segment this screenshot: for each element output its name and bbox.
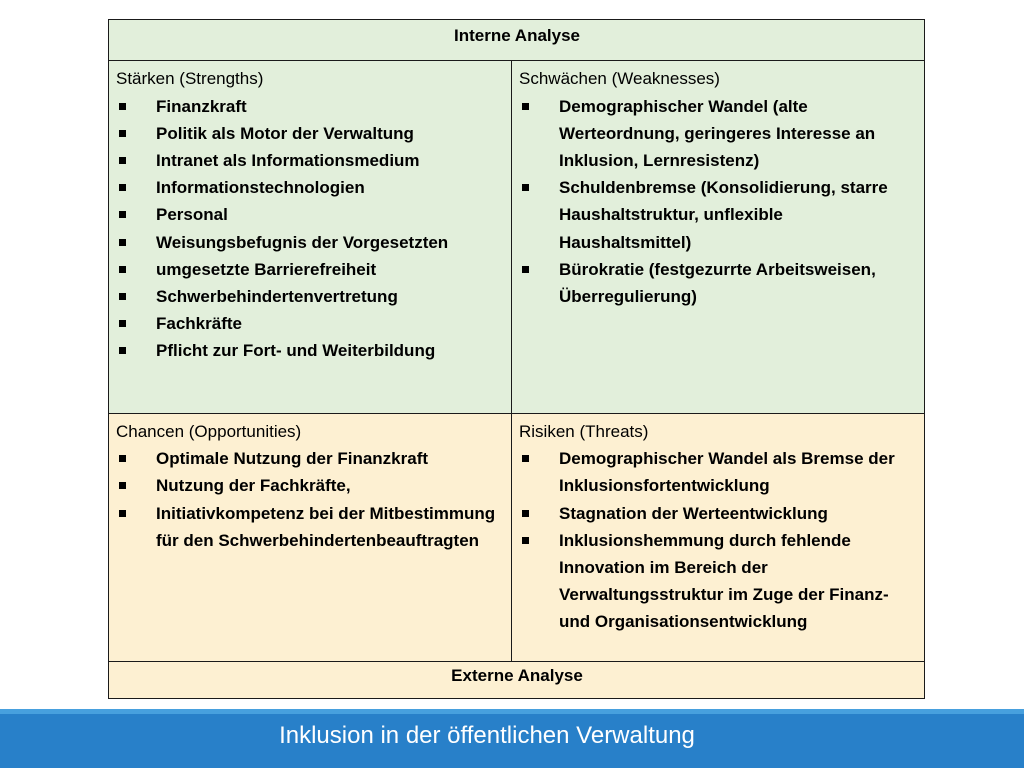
list-item-text: Finanzkraft: [156, 96, 247, 116]
list-item: [116, 174, 505, 201]
list-item-text: Demographischer Wandel als Bremse der Inklusionsfortentwicklung: [559, 449, 895, 496]
square-bullet-icon: [522, 266, 529, 273]
square-bullet-icon: [119, 482, 126, 489]
square-bullet-icon: [119, 130, 126, 137]
square-bullet-icon: [119, 157, 126, 164]
list-item-text: Schwerbehindertenvertretung: [156, 287, 398, 307]
list-item-text: Weisungsbefugnis der Vorgesetzten: [156, 232, 449, 252]
weaknesses-title: Schwächen (Weaknesses): [519, 69, 720, 89]
square-bullet-icon: [119, 211, 126, 218]
list-item: [116, 283, 505, 310]
weaknesses-list: [519, 93, 918, 311]
square-bullet-icon: [522, 510, 529, 517]
strengths-cell: [109, 61, 512, 414]
list-item-text: umgesetzte Barrierefreiheit: [156, 259, 377, 279]
list-item: [519, 500, 918, 527]
opportunities-list: [116, 445, 505, 554]
list-item: [116, 93, 505, 120]
list-item-text: Fachkräfte: [156, 314, 242, 334]
list-item-text: Bürokratie (festgezurrte Arbeitsweisen, Überregulierung): [559, 259, 876, 307]
footer-bar: [0, 709, 1024, 768]
list-item: [116, 147, 505, 174]
square-bullet-icon: [119, 347, 126, 354]
list-item: [116, 445, 505, 472]
list-item-text: Intranet als Informationsmedium: [156, 151, 420, 171]
external-analysis-footer: [109, 661, 925, 698]
list-item: [519, 527, 918, 636]
weaknesses-cell: [512, 61, 925, 414]
threats-cell: [512, 414, 925, 662]
list-item: [116, 256, 505, 283]
strengths-list: [116, 93, 505, 365]
list-item-text: Pflicht zur Fort- und Weiterbildung: [156, 341, 436, 361]
list-item: [116, 201, 505, 228]
list-item: [116, 337, 505, 364]
square-bullet-icon: [119, 184, 126, 191]
square-bullet-icon: [522, 537, 529, 544]
strengths-title: Stärken (Strengths): [116, 69, 264, 89]
list-item: [116, 472, 505, 499]
square-bullet-icon: [119, 510, 126, 517]
list-item: [116, 229, 505, 256]
internal-analysis-title: Interne Analyse: [454, 26, 580, 45]
square-bullet-icon: [522, 184, 529, 191]
list-item: [116, 310, 505, 337]
square-bullet-icon: [119, 293, 126, 300]
list-item-text: Informationstechnologien: [156, 178, 365, 198]
list-item-text: Stagnation der Werteentwicklung: [559, 503, 828, 523]
list-item: [116, 500, 505, 554]
internal-analysis-header: [109, 20, 925, 61]
list-item-text: Initiativkompetenz bei der Mitbestimmung für den Schwerbehindertenbeauftragten: [156, 503, 496, 550]
square-bullet-icon: [119, 239, 126, 246]
opportunities-title: Chancen (Opportunities): [116, 422, 302, 442]
footer-accent-line: [0, 709, 1024, 714]
list-item-text: Schuldenbremse (Konsolidierung, starre Haushaltstruktur, unflexible Haushaltsmittel): [559, 178, 888, 252]
threats-list: [519, 445, 918, 635]
list-item: [519, 93, 918, 175]
list-item-text: Personal: [156, 205, 228, 225]
footer-title: Inklusion in der öffentlichen Verwaltung: [279, 722, 695, 749]
list-item-text: Nutzung der Fachkräfte,: [156, 476, 351, 496]
opportunities-cell: [109, 414, 512, 662]
list-item: [519, 445, 918, 499]
square-bullet-icon: [119, 320, 126, 327]
square-bullet-icon: [522, 455, 529, 462]
square-bullet-icon: [119, 455, 126, 462]
list-item-text: Optimale Nutzung der Finanzkraft: [156, 449, 429, 469]
list-item: [519, 174, 918, 256]
threats-title: Risiken (Threats): [519, 422, 649, 442]
square-bullet-icon: [522, 103, 529, 110]
list-item-text: Inklusionshemmung durch fehlende Innovation im Bereich der Verwaltungsstruktur im Zuge der Finanz- und Organisationsentwicklung: [559, 530, 889, 632]
swot-table: [108, 19, 925, 699]
list-item: [519, 256, 918, 310]
list-item-text: Demographischer Wandel (alte Werteordnung, geringeres Interesse an Inklusion, Lernresistenz): [559, 96, 876, 171]
list-item-text: Politik als Motor der Verwaltung: [156, 123, 414, 143]
square-bullet-icon: [119, 103, 126, 110]
external-analysis-title: Externe Analyse: [451, 665, 583, 685]
list-item: [116, 120, 505, 147]
square-bullet-icon: [119, 266, 126, 273]
